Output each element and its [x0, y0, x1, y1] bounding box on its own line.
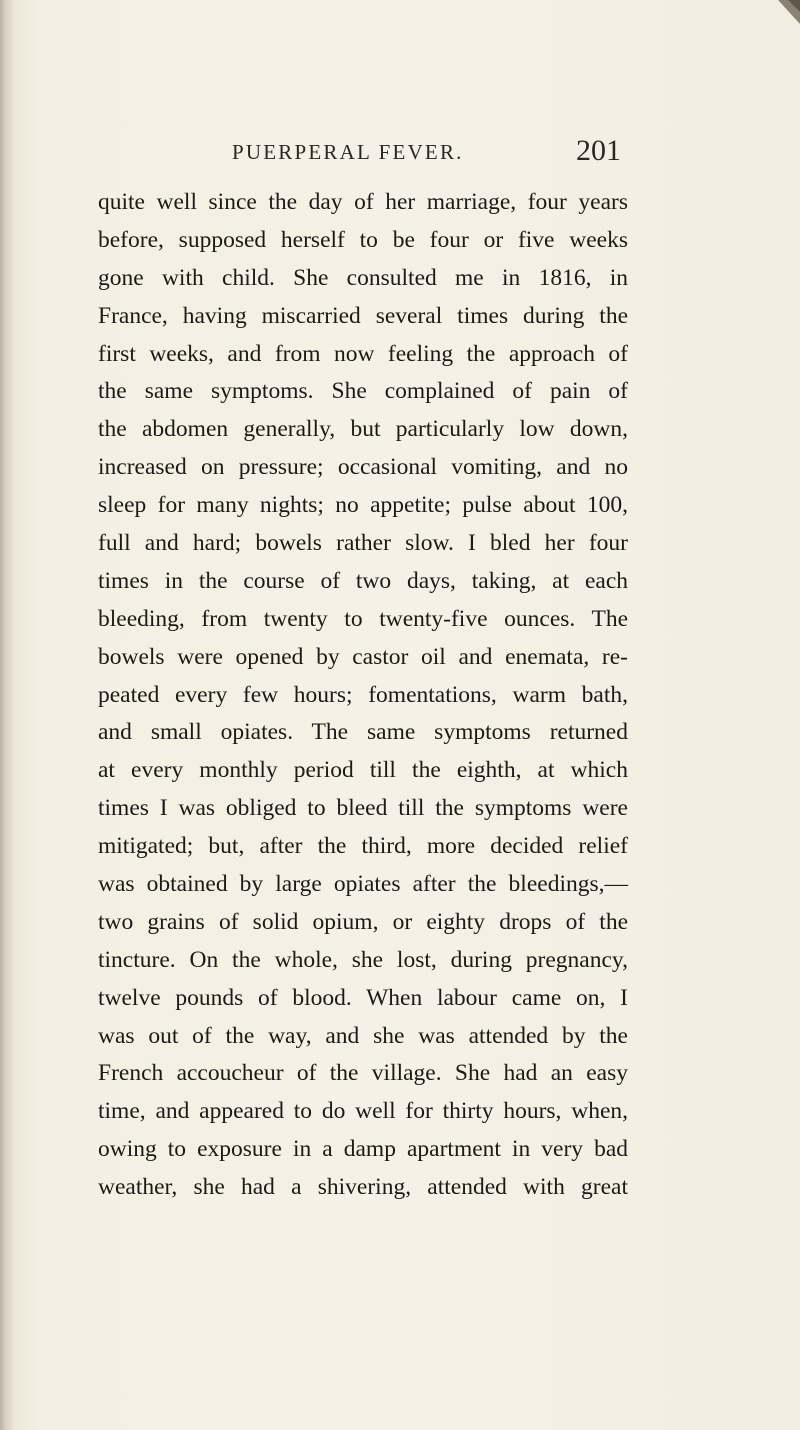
text-line: French accoucheur of the village. She had an easy — [98, 1060, 628, 1087]
body-text — [98, 184, 628, 1207]
page-header — [0, 134, 800, 174]
text-line: times I was obliged to bleed till the symptoms were — [98, 795, 628, 822]
text-line: was obtained by large opiates after the bleedings,— — [98, 871, 628, 898]
text-line: mitigated; but, after the third, more decided relief — [98, 833, 628, 860]
text-line: tincture. On the whole, she lost, during pregnancy, — [98, 946, 628, 973]
page-gutter — [0, 0, 14, 1430]
text-line: quite well since the day of her marriage, four years — [98, 189, 628, 215]
text-line: before, supposed herself to be four or five weeks — [98, 226, 628, 253]
text-line: first weeks, and from now feeling the approach of — [98, 340, 628, 367]
text-line: sleep for many nights; no appetite; pulse about 100, — [98, 492, 628, 519]
text-line: time, and appeared to do well for thirty hours, when, — [98, 1098, 628, 1125]
text-line: the same symptoms. She complained of pain of — [98, 378, 628, 405]
text-line: two grains of solid opium, or eighty drops of the — [98, 908, 628, 935]
text-line: increased on pressure; occasional vomiting, and no — [98, 454, 628, 481]
text-line: owing to exposure in a damp apartment in very bad — [98, 1136, 628, 1163]
running-title: PUERPERAL FEVER. — [232, 140, 464, 164]
text-line: times in the course of two days, taking, at each — [98, 567, 628, 594]
text-line: bowels were opened by castor oil and enemata, re- — [98, 643, 628, 670]
text-line: was out of the way, and she was attended by the — [98, 1022, 628, 1049]
text-line: bleeding, from twenty to twenty-five ounces. The — [98, 605, 628, 632]
text-line: at every monthly period till the eighth, at which — [98, 757, 628, 784]
text-line: the abdomen generally, but particularly low down, — [98, 416, 628, 443]
text-line: weather, she had a shivering, attended with great — [98, 1174, 628, 1201]
text-line: peated every few hours; fomentations, warm bath, — [98, 681, 628, 708]
text-line: twelve pounds of blood. When labour came on, I — [98, 984, 628, 1011]
page-number: 201 — [576, 134, 621, 167]
text-line: France, having miscarried several times during the — [98, 302, 628, 329]
text-line: and small opiates. The same symptoms returned — [98, 719, 628, 746]
text-line: full and hard; bowels rather slow. I bled her four — [98, 530, 628, 557]
text-line: gone with child. She consulted me in 1816, in — [98, 264, 628, 291]
page-corner-fold — [740, 0, 800, 40]
